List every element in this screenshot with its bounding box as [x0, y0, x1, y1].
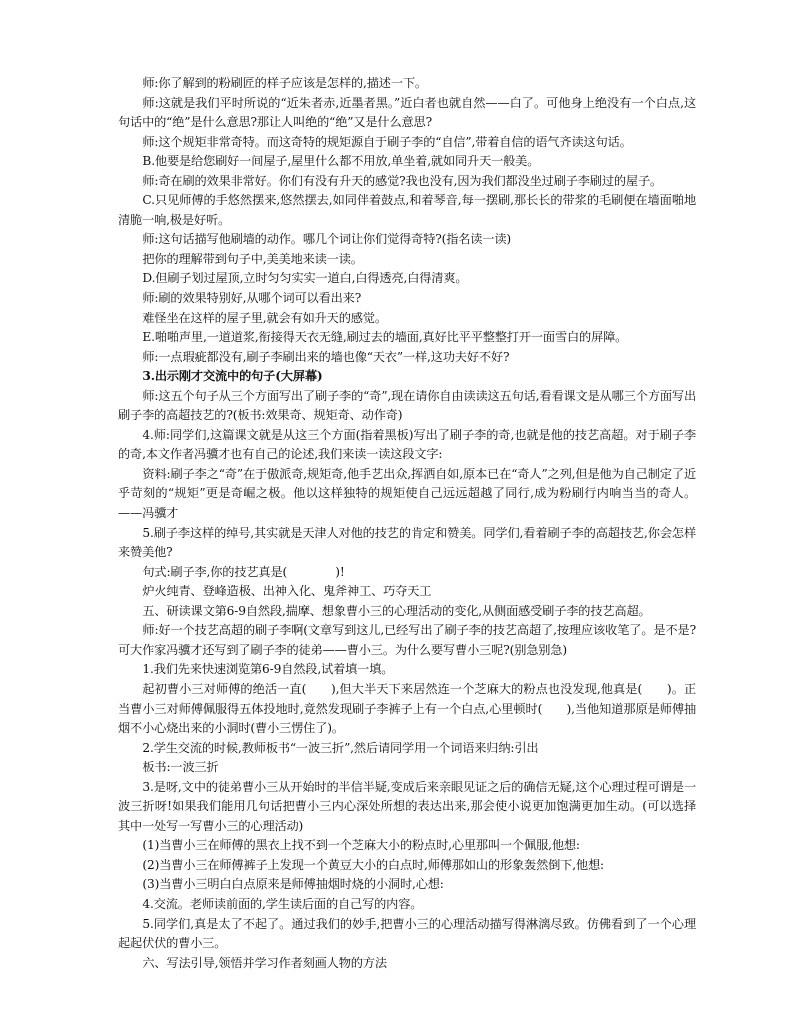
paragraph: 3.出示刚才交流中的句子(大屏幕): [142, 369, 323, 384]
paragraph: 起初曹小三对师傅的绝活一直( ),但大半天下来居然连一个芝麻大的粉点也没发现,他真是( )。正当曹小三对师傅佩服得五体投地时,竟然发现刷子李裤子上有一个白点,心里顿时( ),当他知道那原是师傅抽烟不小心烧出来的小洞时(曹小三愣住了)。: [118, 681, 696, 736]
paragraph: 师:你了解到的粉刷匠的样子应该是怎样的,描述一下。: [142, 76, 427, 90]
paragraph: 1.我们先来快速浏览第6-9自然段,试着填一填。: [142, 662, 394, 677]
paragraph: 4.师:同学们,这篇课文就是从这三个方面(指着黑板)写出了刷子李的奇,也就是他的技艺高超。对于刷子李的奇,本文作者冯骥才也有自己的论述,我们来读一读这段文字:: [118, 427, 696, 462]
paragraph: 句式:刷子李,你的技艺真是( )!: [142, 564, 345, 579]
paragraph: (3)当曹小三明白白点原来是师傅抽烟时烧的小洞时,心想:: [142, 877, 444, 892]
paragraph: 3.是呀,文中的徒弟曹小三从开始时的半信半疑,变成后来亲眼见证之后的确信无疑,这个心理过程可谓是一波三折呀!如果我们能用几句话把曹小三内心深处所想的表达出来,那会使小说更加饱满更加生动。(可以选择其中一处写一写曹小三的心理活动): [118, 779, 696, 833]
paragraph: 六、写法引导,领悟并学习作者刻画人物的方法: [142, 955, 387, 970]
paragraph: (2)当曹小三在师傅裤子上发现一个黄豆大小的白点时,师傅那如山的形象轰然倒下,他想:: [142, 857, 604, 872]
paragraph: 5.同学们,真是太了不起了。通过我们的妙手,把曹小三的心理活动描写得淋漓尽致。仿佛看到了一个心理起起伏伏的曹小三。: [118, 916, 696, 951]
paragraph: 难怪坐在这样的屋子里,就会有如升天的感觉。: [142, 310, 387, 325]
paragraph: 师:刷的效果特别好,从哪个词可以看出来?: [142, 291, 362, 306]
paragraph: 师:好一个技艺高超的刷子李啊(文章写到这儿,已经写出了刷子李的技艺高超了,按理应该收笔了。是不是?可大作家冯骥才还写到了刷子李的徒弟——曹小三。为什么要写曹小三呢?(别急别急): [118, 623, 696, 657]
paragraph: 2.学生交流的时候,教师板书“一波三折”,然后请同学用一个词语来归纳:引出: [142, 740, 539, 755]
paragraph: 4.交流。老师读前面的,学生读后面的自己写的内容。: [142, 896, 423, 911]
paragraph: 师:这句话描写他刷墙的动作。哪几个词让你们觉得奇特?(指名读一读): [142, 232, 512, 247]
paragraph: E.啪啪声里,一道道浆,衔接得天衣无缝,刷过去的墙面,真好比平平整整打开一面雪白的屏障。: [142, 330, 628, 345]
paragraph: 师:这五个句子从三个方面写出了刷子李的“奇”,现在请你自由读读这五句话,看看课文是从哪三个方面写出刷子李的高超技艺的?(板书:效果奇、规矩奇、动作奇): [118, 388, 696, 423]
paragraph: 师:这就是我们平时所说的“近朱者赤,近墨者黑。”近白者也就自然——白了。可他身上绝没有一个白点,这句话中的“绝”是什么意思?那让人叫绝的“绝”又是什么意思?: [118, 95, 696, 130]
paragraph: 师:一点瑕疵都没有,刷子李刷出来的墙也像“天衣”一样,这功夫好不好?: [142, 349, 510, 364]
paragraph: C.只见师傅的手悠然摆来,悠然摆去,如同伴着鼓点,和着琴音,每一摆刷,那长长的带浆的毛刷便在墙面啪地清脆一响,极是好听。: [118, 193, 696, 227]
paragraph: 5.刷子李这样的绰号,其实就是天津人对他的技艺的肯定和赞美。同学们,看着刷子李的高超技艺,你会怎样来赞美他?: [118, 525, 696, 560]
paragraph: D.但刷子划过屋顶,立时匀匀实实一道白,白得透亮,白得清爽。: [142, 271, 468, 286]
paragraph: B.他要是给您刷好一间屋子,屋里什么都不用放,单坐着,就如同升天一般美。: [142, 154, 540, 169]
paragraph: 五、研读课文第6-9自然段,揣摩、想象曹小三的心理活动的变化,从侧面感受刷子李的技艺高超。: [142, 603, 651, 618]
paragraph: (1)当曹小三在师傅的黑衣上找不到一个芝麻大小的粉点时,心里那叫一个佩服,他想:: [142, 838, 580, 853]
paragraph: 炉火纯青、登峰造极、出神入化、鬼斧神工、巧夺天工: [142, 584, 432, 599]
paragraph: 板书:一波三折: [142, 760, 219, 775]
document-body: [118, 74, 696, 973]
paragraph: 师:这个规矩非常奇特。而这奇特的规矩源自于刷子李的“自信”,带着自信的语气齐读这句话。: [142, 134, 632, 149]
paragraph: 资料:刷子李之“奇”在于傲派奇,规矩奇,他手艺出众,挥洒自如,原本已在“奇人”之列,但是他为自己制定了近乎苛刻的“规矩”更是奇崛之极。他以这样独特的规矩使自己远远超越了同行,成为粉刷行内响当当的奇人。——冯骥才: [118, 466, 696, 521]
paragraph: 师:奇在刷的效果非常好。你们有没有升天的感觉?我也没有,因为我们都没坐过刷子李刷过的屋子。: [142, 173, 663, 188]
paragraph: 把你的理解带到句子中,美美地来读一读。: [142, 251, 363, 266]
